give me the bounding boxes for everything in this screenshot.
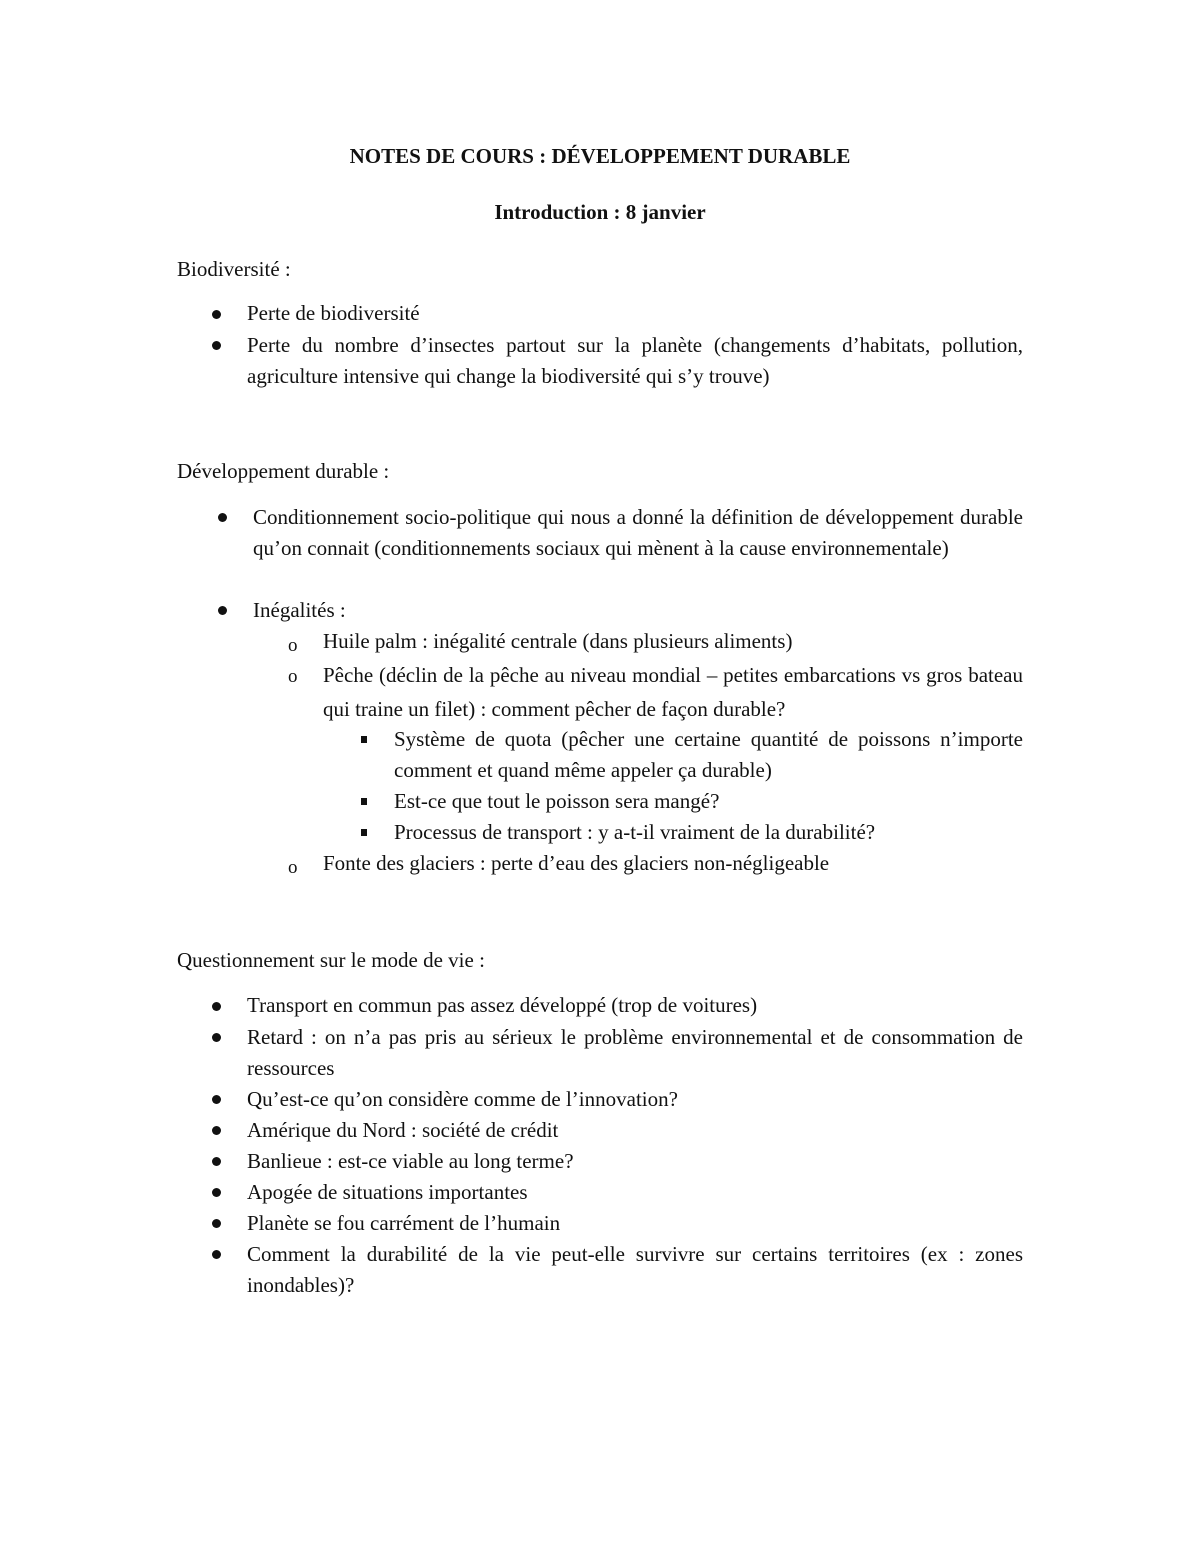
- list-item: Retard : on n’a pas pris au sérieux le problème environnemental et de consommation de ressources: [247, 1025, 1023, 1080]
- sub-sub-list-item: Système de quota (pêcher une certaine quantité de poissons n’importe comment et quand même appeler ça durable): [394, 727, 1023, 782]
- circle-bullet-icon: o: [288, 635, 298, 656]
- document-subtitle: Introduction : 8 janvier: [494, 200, 706, 224]
- list-item: Banlieue : est-ce viable au long terme?: [247, 1149, 574, 1173]
- sub-list-item: Fonte des glaciers : perte d’eau des glaciers non-négligeable: [323, 851, 830, 875]
- list-item: Comment la durabilité de la vie peut-elle survivre sur certains territoires (ex : zones inondables)?: [247, 1242, 1023, 1297]
- bullet-icon: [218, 606, 227, 615]
- circle-bullet-icon: o: [288, 666, 298, 687]
- section-heading-biodiversite: Biodiversité :: [177, 257, 291, 281]
- square-bullet-icon: [361, 829, 367, 836]
- bullet-icon: [212, 341, 221, 350]
- sub-sub-list-item: Est-ce que tout le poisson sera mangé?: [394, 789, 720, 813]
- sub-list-item: Pêche (déclin de la pêche au niveau mondial – petites embarcations vs gros bateau qui traine un filet) : comment pêcher de façon durable?: [323, 663, 1023, 721]
- list-item: Transport en commun pas assez développé (trop de voitures): [247, 993, 758, 1017]
- square-bullet-icon: [361, 798, 367, 805]
- list-item: Planète se fou carrément de l’humain: [247, 1211, 561, 1235]
- sub-sub-list-item: Processus de transport : y a-t-il vraiment de la durabilité?: [394, 820, 876, 844]
- bullet-icon: [212, 1002, 221, 1011]
- list-item: Qu’est-ce qu’on considère comme de l’innovation?: [247, 1087, 678, 1111]
- document-title: NOTES DE COURS : DÉVELOPPEMENT DURABLE: [349, 144, 851, 168]
- bullet-icon: [212, 1188, 221, 1197]
- bullet-icon: [212, 1250, 221, 1259]
- bullet-icon: [218, 513, 227, 522]
- bullet-icon: [212, 310, 221, 319]
- sub-list-item: Huile palm : inégalité centrale (dans plusieurs aliments): [323, 629, 793, 653]
- bullet-icon: [212, 1157, 221, 1166]
- circle-bullet-icon: o: [288, 857, 298, 878]
- bullet-icon: [212, 1095, 221, 1104]
- list-item: Perte de biodiversité: [247, 301, 420, 325]
- section-heading-developpement-durable: Développement durable :: [177, 459, 390, 483]
- bullet-icon: [212, 1033, 221, 1042]
- list-item: Perte du nombre d’insectes partout sur la planète (changements d’habitats, pollution, agriculture intensive qui change la biodiversité qui s’y trouve): [247, 333, 1023, 388]
- list-item: Amérique du Nord : société de crédit: [247, 1118, 559, 1142]
- list-item: Conditionnement socio-politique qui nous a donné la définition de développement durable qu’on connait (conditionnements sociaux qui mènent à la cause environnementale): [253, 505, 1023, 560]
- bullet-icon: [212, 1219, 221, 1228]
- square-bullet-icon: [361, 736, 367, 743]
- section-heading-mode-de-vie: Questionnement sur le mode de vie :: [177, 948, 485, 972]
- list-item: Apogée de situations importantes: [247, 1180, 528, 1204]
- list-item: Inégalités :: [253, 598, 346, 622]
- bullet-icon: [212, 1126, 221, 1135]
